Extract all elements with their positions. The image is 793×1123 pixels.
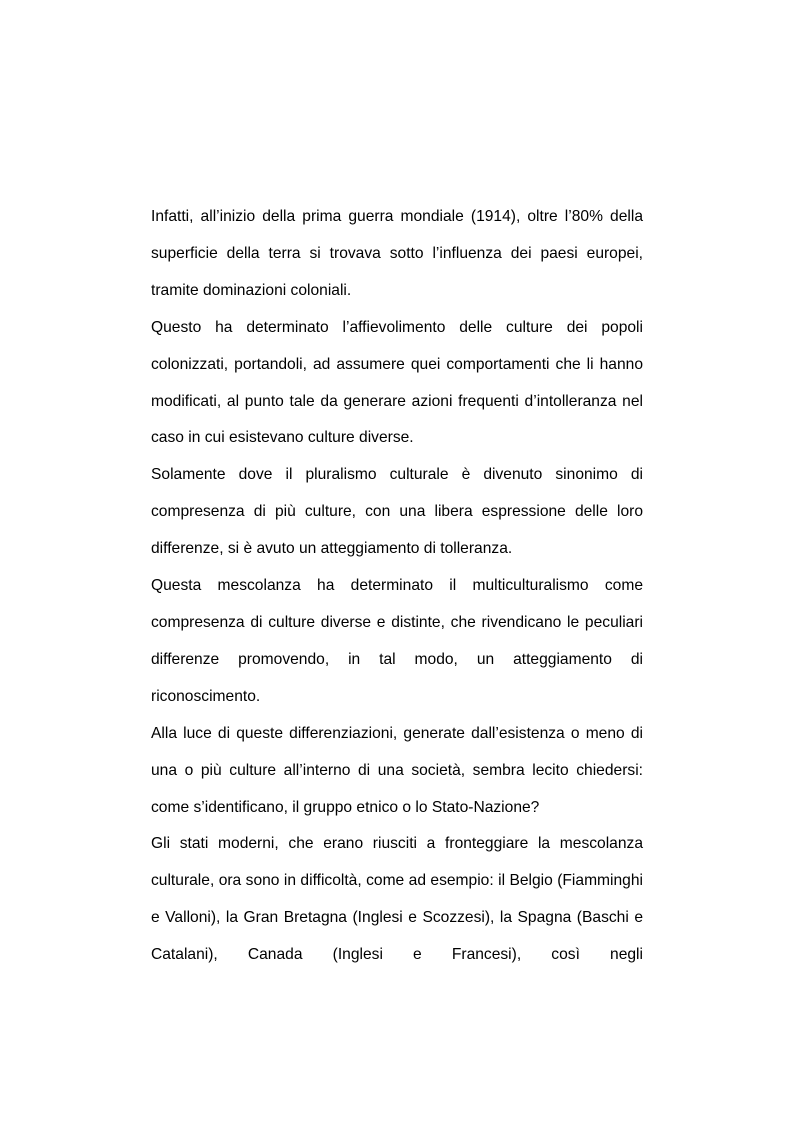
paragraph-5: Alla luce di queste differenziazioni, generate dall’esistenza o meno di una o più culture all’interno di una società, sembra lecito chiedersi: come s’identificano, il gruppo etnico o lo Stato-Nazione? (151, 724, 643, 816)
paragraph-4: Questa mescolanza ha determinato il multiculturalismo come compresenza di culture diverse e distinte, che rivendicano le peculiari differenze promovendo, in tal modo, un atteggiamento di riconoscimento. (151, 577, 643, 705)
paragraph-2: Questo ha determinato l’affievolimento delle culture dei popoli colonizzati, portandoli, ad assumere quei comportamenti che li hanno modificati, al punto tale da generare azioni frequenti d’intolleranza nel caso in cui esistevano culture diverse. (151, 318, 643, 447)
document-page (151, 199, 643, 974)
paragraph-3: Solamente dove il pluralismo culturale è divenuto sinonimo di compresenza di più culture, con una libera espressione delle loro differenze, si è avuto un atteggiamento di tolleranza. (151, 466, 643, 558)
paragraph-1: Infatti, all’inizio della prima guerra mondiale (1914), oltre l’80% della superficie della terra si trovava sotto l’influenza dei paesi europei, tramite dominazioni coloniali. (151, 208, 643, 299)
paragraph-6: Gli stati moderni, che erano riusciti a fronteggiare la mescolanza culturale, ora sono in difficoltà, come ad esempio: il Belgio (Fiamminghi e Valloni), la Gran Bretagna (Inglesi e Scozzesi), la Spagna (Baschi e Catalani), Canada (Inglesi e Francesi), così negli (151, 835, 643, 964)
